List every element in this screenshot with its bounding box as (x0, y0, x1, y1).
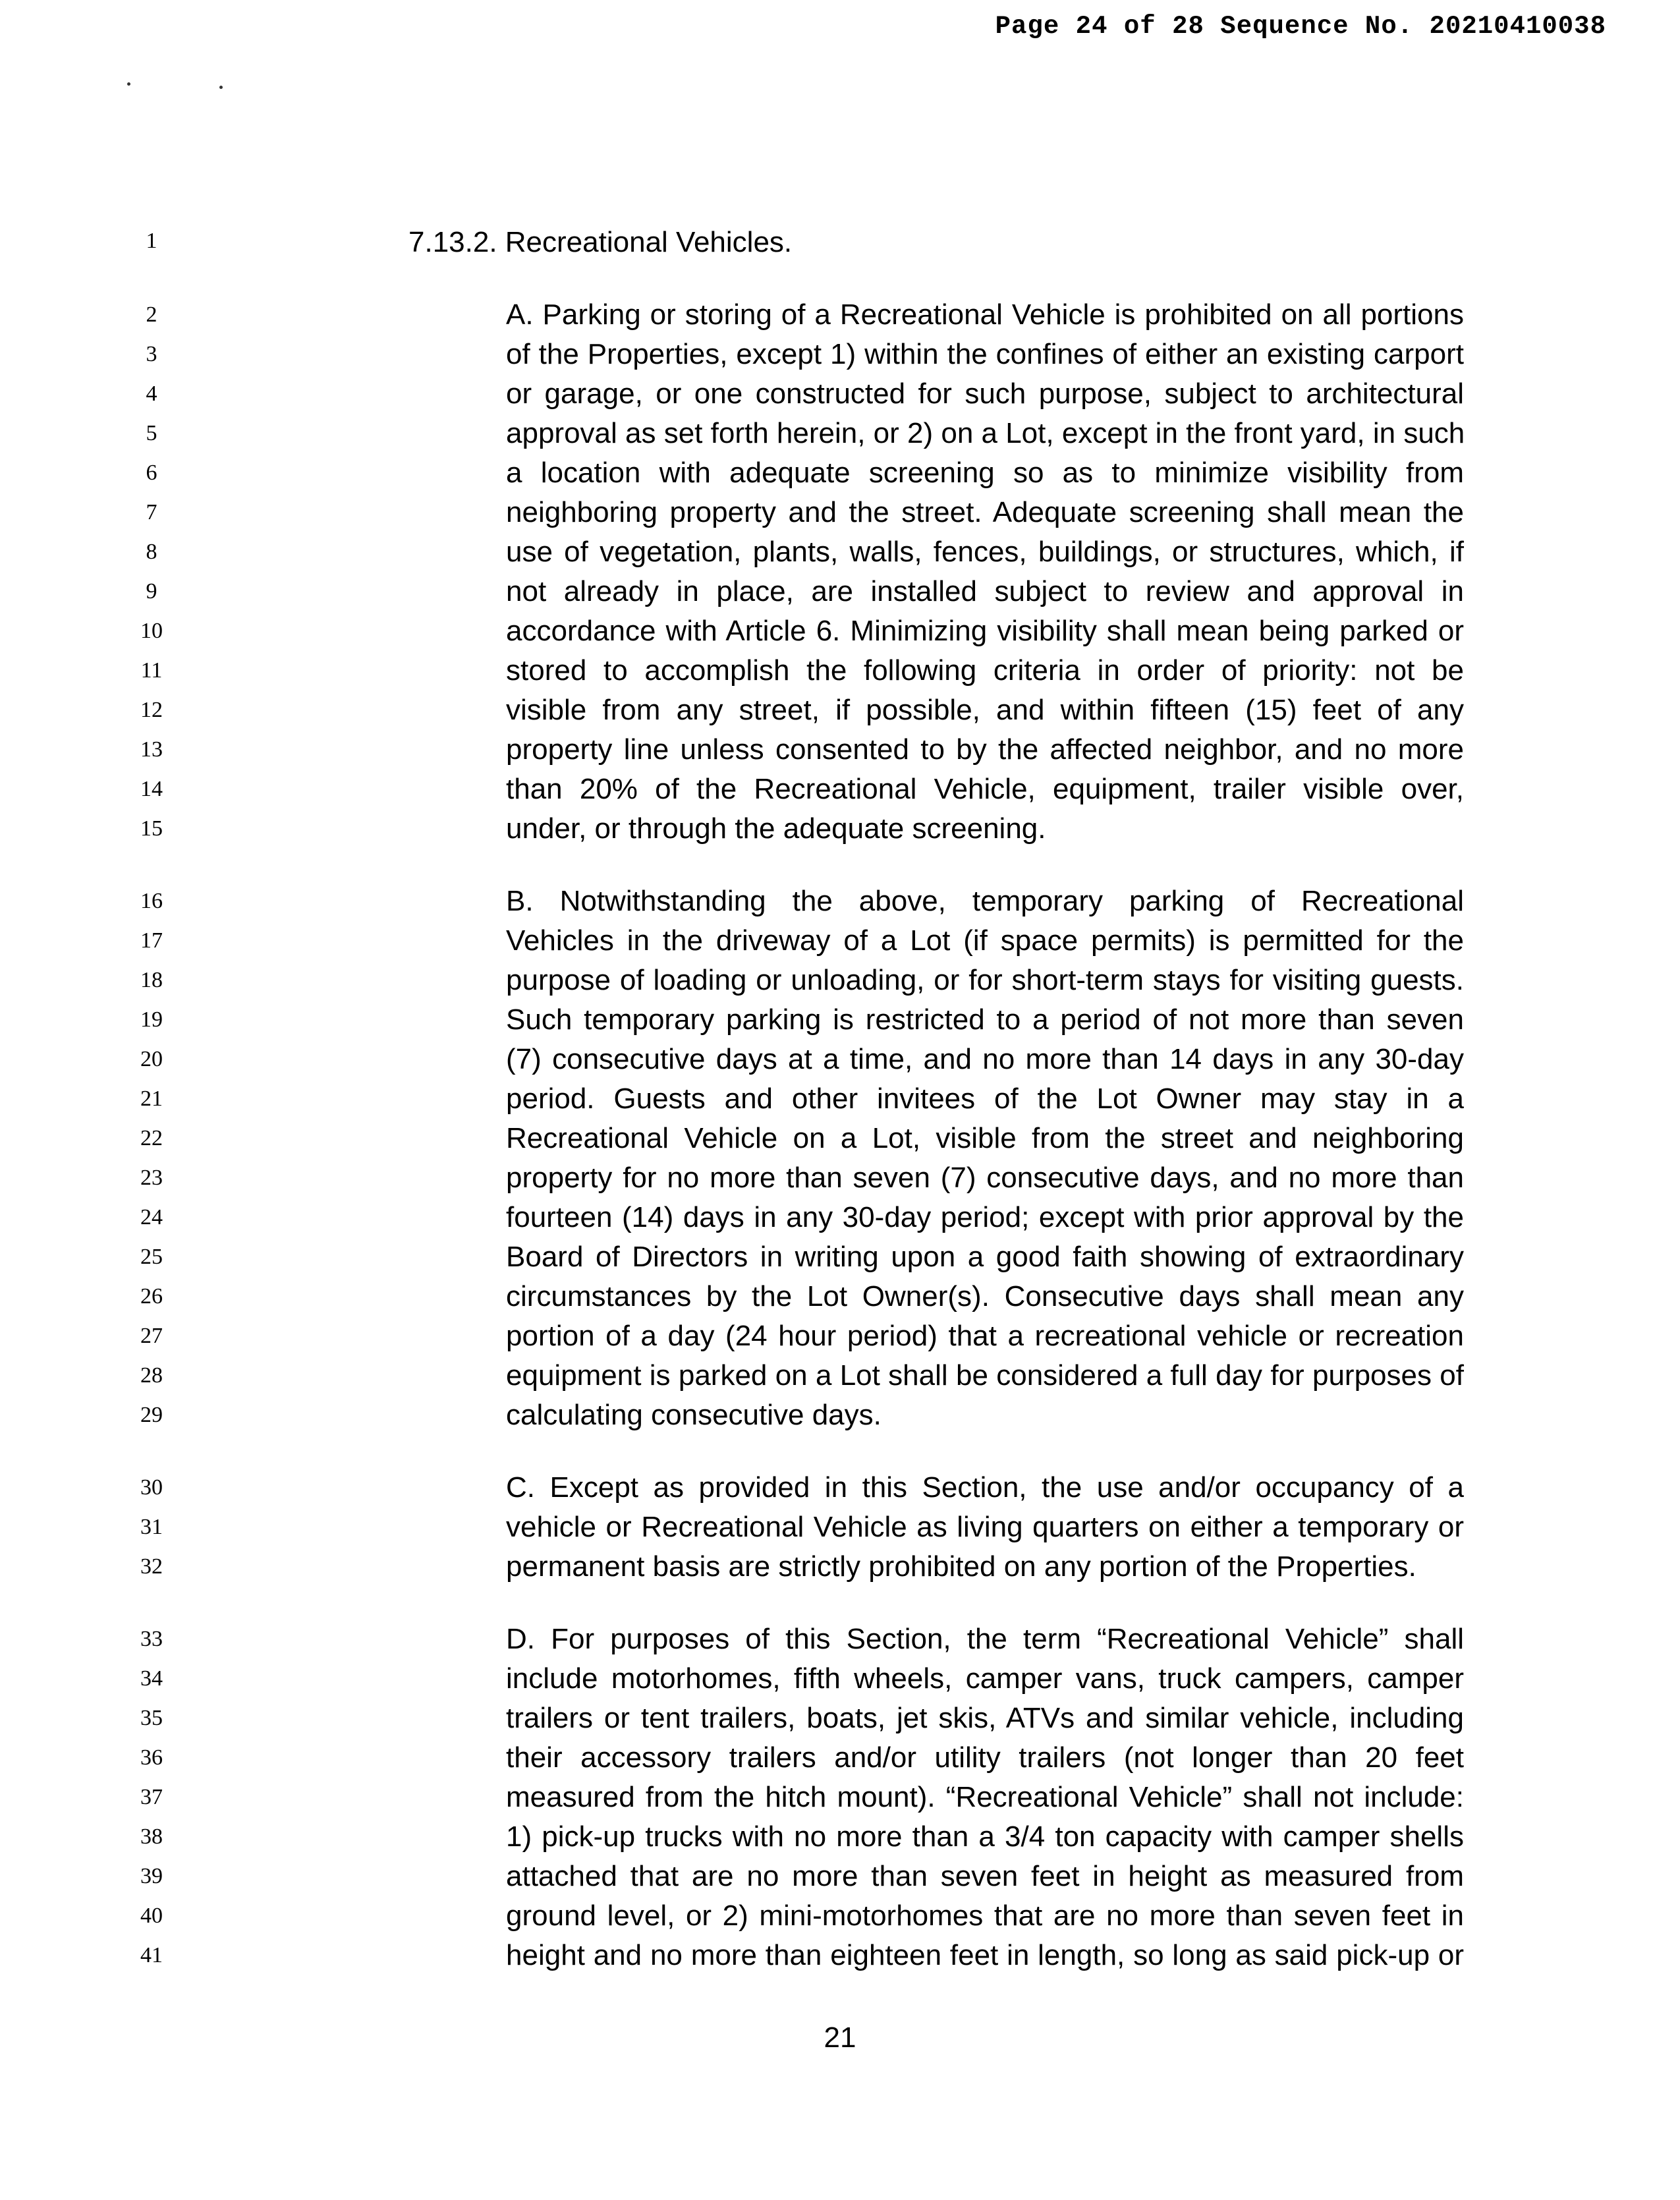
line-number: 33 (140, 1627, 163, 1651)
text-line: a location with adequate screening so as to minimize visibility from (506, 457, 1464, 489)
line-number: 20 (140, 1047, 163, 1071)
line-number: 30 (140, 1475, 163, 1500)
line-number: 16 (140, 889, 163, 913)
text-line: fourteen (14) days in any 30-day period; except with prior approval by the (506, 1201, 1464, 1233)
line-number: 6 (146, 461, 157, 485)
line-number: 26 (140, 1284, 163, 1309)
line-number: 3 (146, 342, 157, 366)
text-line: ground level, or 2) mini-motorhomes that are no more than seven feet in (506, 1900, 1464, 1932)
text-line: portion of a day (24 hour period) that a recreational vehicle or recreation (506, 1320, 1464, 1352)
line-number: 13 (140, 737, 163, 762)
line-number: 23 (140, 1166, 163, 1190)
text-line: neighboring property and the street. Adequate screening shall mean the (506, 496, 1464, 528)
text-line: or garage, or one constructed for such purpose, subject to architectural (506, 378, 1464, 410)
text-line: their accessory trailers and/or utility trailers (not longer than 20 feet (506, 1741, 1464, 1774)
line-number: 41 (140, 1943, 163, 1967)
scan-speck (219, 86, 223, 89)
line-number: 25 (140, 1245, 163, 1269)
text-line: permanent basis are strictly prohibited on any portion of the Properties. (506, 1550, 1416, 1583)
line-number: 10 (140, 619, 163, 643)
line-number: 24 (140, 1205, 163, 1229)
text-line: approval as set forth herein, or 2) on a Lot, except in the front yard, in such (506, 417, 1465, 449)
line-number: 40 (140, 1904, 163, 1928)
text-line: equipment is parked on a Lot shall be considered a full day for purposes of (506, 1359, 1464, 1392)
text-line: D. For purposes of this Section, the term “Recreational Vehicle” shall (506, 1623, 1464, 1655)
line-number: 38 (140, 1824, 163, 1849)
text-line: Recreational Vehicle on a Lot, visible from the street and neighboring (506, 1122, 1464, 1154)
line-number: 9 (146, 579, 157, 604)
text-line: C. Except as provided in this Section, the use and/or occupancy of a (506, 1471, 1464, 1504)
text-line: A. Parking or storing of a Recreational Vehicle is prohibited on all portions (506, 298, 1464, 331)
text-line: than 20% of the Recreational Vehicle, equipment, trailer visible over, (506, 773, 1464, 805)
line-number: 7 (146, 500, 157, 524)
paragraph-d (506, 1620, 1464, 1975)
line-number: 35 (140, 1706, 163, 1730)
line-number: 19 (140, 1007, 163, 1032)
text-line: use of vegetation, plants, walls, fences, buildings, or structures, which, if (506, 536, 1464, 568)
scan-speck (127, 82, 130, 86)
text-line: circumstances by the Lot Owner(s). Consecutive days shall mean any (506, 1280, 1464, 1312)
text-line: height and no more than eighteen feet in length, so long as said pick-up or (506, 1939, 1464, 1971)
text-line: measured from the hitch mount). “Recreational Vehicle” shall not include: (506, 1781, 1464, 1813)
line-number: 1 (146, 229, 157, 253)
page-number: 21 (824, 2021, 856, 2054)
line-number: 4 (146, 381, 157, 406)
text-line: property line unless consented to by the affected neighbor, and no more (506, 733, 1464, 766)
text-line: under, or through the adequate screening. (506, 812, 1046, 845)
text-line: accordance with Article 6. Minimizing visibility shall mean being parked or (506, 615, 1464, 647)
text-line: 1) pick-up trucks with no more than a 3/4 ton capacity with camper shells (506, 1820, 1464, 1853)
text-line: Such temporary parking is restricted to a period of not more than seven (506, 1003, 1464, 1036)
line-number: 18 (140, 968, 163, 992)
line-number: 5 (146, 421, 157, 445)
paragraph-b (506, 882, 1464, 1435)
line-number: 34 (140, 1666, 163, 1691)
line-number: 36 (140, 1745, 163, 1770)
line-number: 32 (140, 1554, 163, 1579)
text-line: visible from any street, if possible, and within fifteen (15) feet of any (506, 694, 1464, 726)
paragraph-c (506, 1468, 1464, 1587)
line-number: 39 (140, 1864, 163, 1888)
line-number: 11 (140, 658, 163, 683)
line-number: 28 (140, 1363, 163, 1388)
line-number: 17 (140, 928, 163, 953)
paragraph-a (506, 295, 1464, 849)
line-number: 15 (140, 816, 163, 841)
text-line: attached that are no more than seven feet in height as measured from (506, 1860, 1464, 1892)
text-line: purpose of loading or unloading, or for short-term stays for visiting guests. (506, 964, 1464, 996)
text-line: period. Guests and other invitees of the Lot Owner may stay in a (506, 1083, 1464, 1115)
text-line: Board of Directors in writing upon a good faith showing of extraordinary (506, 1241, 1464, 1273)
text-line: trailers or tent trailers, boats, jet skis, ATVs and similar vehicle, including (506, 1702, 1464, 1734)
line-number: 21 (140, 1086, 163, 1111)
text-line: include motorhomes, fifth wheels, camper vans, truck campers, camper (506, 1662, 1464, 1695)
text-line: property for no more than seven (7) consecutive days, and no more than (506, 1162, 1464, 1194)
text-line: (7) consecutive days at a time, and no more than 14 days in any 30-day (506, 1043, 1464, 1075)
text-line: stored to accomplish the following criteria in order of priority: not be (506, 654, 1464, 687)
line-number: 27 (140, 1324, 163, 1348)
line-number: 12 (140, 698, 163, 722)
line-number: 29 (140, 1403, 163, 1427)
text-line: calculating consecutive days. (506, 1399, 882, 1431)
page-header: Page 24 of 28 Sequence No. 20210410038 (995, 12, 1606, 41)
line-number: 8 (146, 540, 157, 564)
line-number: 14 (140, 777, 163, 801)
text-line: of the Properties, except 1) within the confines of either an existing carport (506, 338, 1464, 370)
text-line: Vehicles in the driveway of a Lot (if space permits) is permitted for the (506, 924, 1464, 957)
line-number: 2 (146, 302, 157, 327)
line-number: 22 (140, 1126, 163, 1150)
text-line: B. Notwithstanding the above, temporary parking of Recreational (506, 885, 1464, 917)
text-line: not already in place, are installed subject to review and approval in (506, 575, 1464, 607)
section-heading: 7.13.2. Recreational Vehicles. (408, 226, 793, 258)
line-number: 31 (140, 1515, 163, 1539)
line-number: 37 (140, 1785, 163, 1809)
text-line: vehicle or Recreational Vehicle as living quarters on either a temporary or (506, 1511, 1464, 1543)
